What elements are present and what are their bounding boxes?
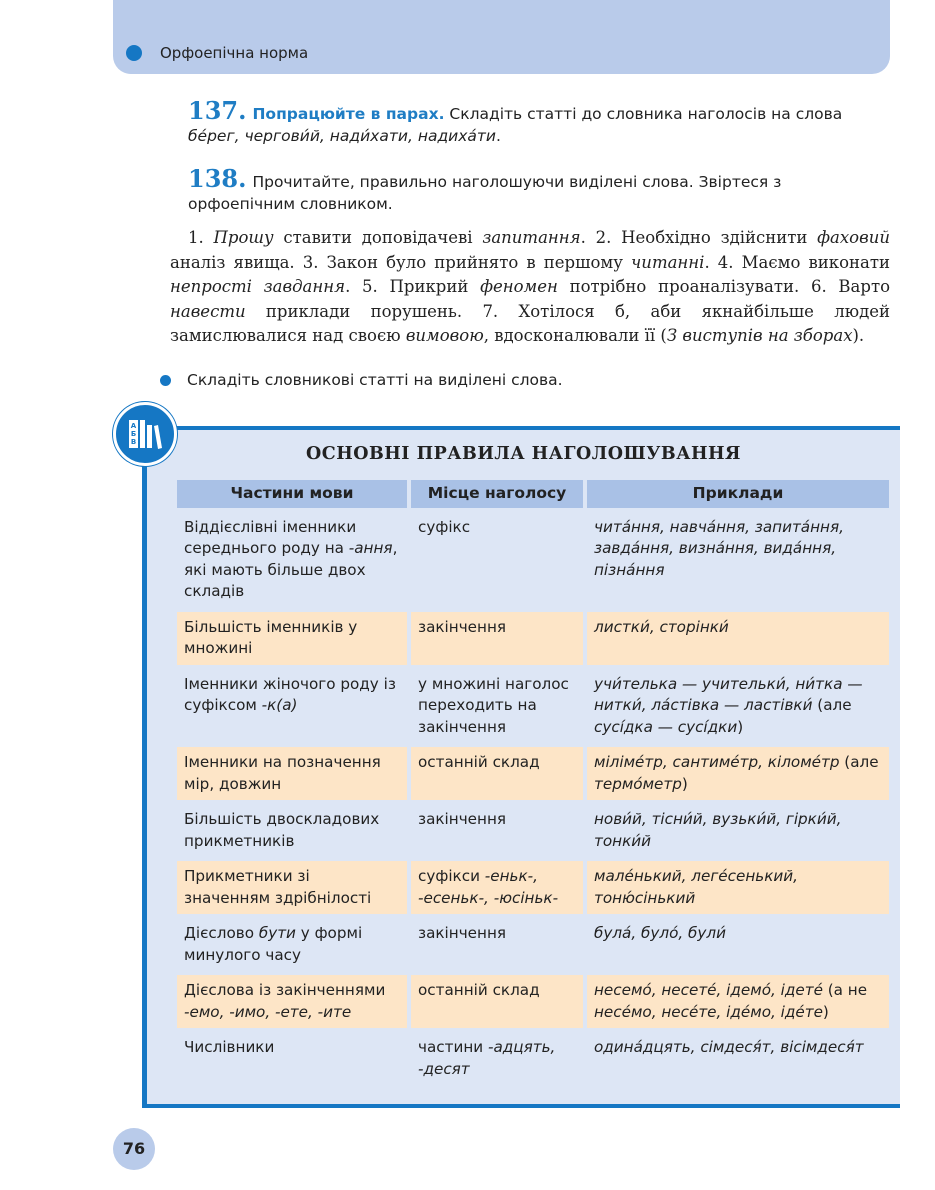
italic-text: чита́ння, навча́ння, запита́ння, завда́ння, визна́ння, вида́ння, пізна́ння xyxy=(594,517,844,579)
svg-text:В: В xyxy=(130,438,137,446)
table-header-row xyxy=(177,480,889,508)
italic-text: -к(а) xyxy=(261,696,298,714)
table-row xyxy=(177,612,889,665)
italic-text: -адцять, -десят xyxy=(418,1038,556,1078)
text-run: (але xyxy=(812,696,852,714)
italic-text: була́, було́, були́ xyxy=(594,924,726,942)
italic-text: термо́метр xyxy=(594,774,682,793)
text-run: Прикметники зі значенням здрібнілості xyxy=(184,867,372,907)
cell-place xyxy=(411,918,583,971)
italic-text: навести xyxy=(170,301,246,321)
cell-examples xyxy=(587,975,889,1028)
exercise-text: Прочитайте, правильно наголошуючи виділені слова. Звіртеся з орфоепічним словником. xyxy=(188,173,782,213)
cell-part xyxy=(177,1032,407,1085)
page-number: 76 xyxy=(113,1128,155,1170)
exercise-passage xyxy=(170,226,890,349)
table-row xyxy=(177,512,889,608)
text-run: останній склад xyxy=(418,981,540,999)
text-run: закінчення xyxy=(418,617,507,636)
column-header: Частини мови xyxy=(177,480,407,508)
cell-examples xyxy=(587,804,889,857)
text-run: . 4. Маємо виконати xyxy=(704,252,890,272)
italic-text: листки́, сторінки́ xyxy=(594,617,729,636)
italic-text: -емо, -имо, -ете, -ите xyxy=(184,1002,352,1021)
cell-place xyxy=(411,975,583,1028)
italic-text: мале́нький, легéсенький, тоню́сінький xyxy=(594,867,798,907)
section-title: Орфоепічна норма xyxy=(160,44,309,62)
header-bullet-icon xyxy=(126,45,142,61)
italic-text: мілімéтр, сантимéтр, кіломéтр xyxy=(594,753,840,771)
table-row xyxy=(177,861,889,914)
text-run: ставити доповідачеві xyxy=(273,228,483,247)
exercise-number: 137. xyxy=(188,96,247,125)
text-run: ). xyxy=(852,326,865,345)
column-header: Приклади xyxy=(587,480,889,508)
cell-part xyxy=(177,861,407,914)
exercise-tail: . xyxy=(496,127,501,145)
rules-panel xyxy=(142,426,900,1108)
text-run: у формі минулого часу xyxy=(184,924,363,964)
text-run: суфікс xyxy=(418,517,471,536)
cell-part xyxy=(177,512,407,608)
table-row xyxy=(177,975,889,1028)
italic-text: нови́й, тісни́й, вузьки́й, гірки́й, тонки́й xyxy=(594,810,842,850)
cell-place xyxy=(411,1032,583,1085)
text-run: Іменники на позначення мір, довжин xyxy=(184,753,381,793)
italic-text: фаховий xyxy=(817,228,890,247)
italic-text: несе́мо, несе́те, іде́мо, іде́те xyxy=(594,1002,823,1021)
exercise-137 xyxy=(188,96,890,147)
cell-place xyxy=(411,804,583,857)
italic-text: феномен xyxy=(480,277,558,296)
text-run: суфікси xyxy=(418,867,485,885)
text-run: , які мають більше двох складів xyxy=(184,539,398,600)
text-run: потрібно проаналізувати. 6. Варто xyxy=(557,277,891,296)
cell-part xyxy=(177,747,407,800)
svg-text:Б: Б xyxy=(130,430,137,438)
text-run: ) xyxy=(737,717,744,736)
italic-text: читанні xyxy=(631,252,705,272)
text-run: у множині наголос переходить на закінчення xyxy=(418,674,569,736)
text-run: 1. xyxy=(188,228,214,247)
italic-text: вимовою xyxy=(405,326,484,345)
italic-text: непрості завдання xyxy=(170,277,346,296)
text-run: Більшість іменників у множині xyxy=(184,617,358,657)
cell-place xyxy=(411,861,583,914)
cell-examples xyxy=(587,1032,889,1085)
cell-place xyxy=(411,612,583,665)
text-run: (але xyxy=(839,753,879,771)
italic-text: учи́телька — учительки́, ни́тка — нитки́, ла́стівка — ластівки́ xyxy=(594,674,863,714)
cell-part xyxy=(177,612,407,665)
exercise-text: Складіть статті до словника наголосів на слова xyxy=(444,105,843,123)
text-run: , вдосконалювали її ( xyxy=(483,326,667,345)
text-run: закінчення xyxy=(418,924,507,942)
table-row xyxy=(177,747,889,800)
cell-examples xyxy=(587,747,889,800)
task-text: Складіть словникові статті на виділені слова. xyxy=(187,371,563,389)
text-run: . 5. Прикрий xyxy=(345,277,481,296)
table-row xyxy=(177,804,889,857)
header-band xyxy=(113,0,890,74)
text-run: Більшість двоскладових прикметників xyxy=(184,810,380,850)
italic-text: -ання xyxy=(348,539,393,557)
text-run: (а не xyxy=(822,981,868,999)
table-row xyxy=(177,669,889,744)
text-run: приклади порушень. 7. Хотілося б, аби якнайбільше людей замислювалися над своєю xyxy=(170,301,890,345)
cell-part xyxy=(177,804,407,857)
cell-part xyxy=(177,669,407,744)
text-run: ) xyxy=(822,1002,829,1021)
column-header: Місце наголосу xyxy=(411,480,583,508)
cell-examples xyxy=(587,512,889,608)
cell-part xyxy=(177,975,407,1028)
text-run: Дієслово xyxy=(184,924,259,942)
text-run: Віддієслівні іменники середнього роду на xyxy=(184,517,357,557)
cell-place xyxy=(411,747,583,800)
abv-books-icon xyxy=(113,402,177,466)
text-run: частини xyxy=(418,1038,488,1056)
cell-examples xyxy=(587,612,889,665)
text-run: . 2. Необхідно здійснити xyxy=(580,228,818,247)
cell-place xyxy=(411,669,583,744)
italic-text: запитання xyxy=(482,228,581,247)
cell-examples xyxy=(587,669,889,744)
cell-examples xyxy=(587,918,889,971)
table-row xyxy=(177,918,889,971)
svg-text:А: А xyxy=(130,422,137,430)
rules-table xyxy=(173,476,893,1089)
italic-text: Прошу xyxy=(213,228,274,247)
text-run: Дієслова із закінченнями xyxy=(184,981,386,999)
exercise-138 xyxy=(188,164,890,215)
task-bullet-icon xyxy=(160,375,171,386)
italic-text: З виступів на зборах xyxy=(666,326,853,345)
italic-text: сусі́дка — сусі́дки xyxy=(594,717,738,736)
italic-text: -еньк-, -есеньк-, -юсіньк- xyxy=(418,867,559,907)
cell-examples xyxy=(587,861,889,914)
text-run: закінчення xyxy=(418,810,507,828)
text-run: останній склад xyxy=(418,753,540,771)
italic-text: несемо́, несете́, ідемо́, ідете́ xyxy=(594,981,823,999)
italic-text: одина́дцять, сімдеся́т, вісімдеся́т xyxy=(594,1038,864,1056)
text-run: Іменники жіночого роду із суфіксом xyxy=(184,674,396,714)
text-run: Числівники xyxy=(184,1038,275,1056)
exercise-lead: Попрацюйте в парах. xyxy=(252,105,445,123)
table-row xyxy=(177,1032,889,1085)
cell-part xyxy=(177,918,407,971)
panel-title: ОСНОВНІ ПРАВИЛА НАГОЛОШУВАННЯ xyxy=(306,444,741,464)
exercise-number: 138. xyxy=(188,164,247,193)
exercise-words: бе́рег, чергови́й, нади́хати, надиха́ти xyxy=(188,127,497,145)
text-run: аналіз явища. 3. Закон було прийнято в першому xyxy=(170,252,632,272)
text-run: ) xyxy=(681,774,688,793)
italic-text: бути xyxy=(258,924,296,942)
cell-place xyxy=(411,512,583,608)
